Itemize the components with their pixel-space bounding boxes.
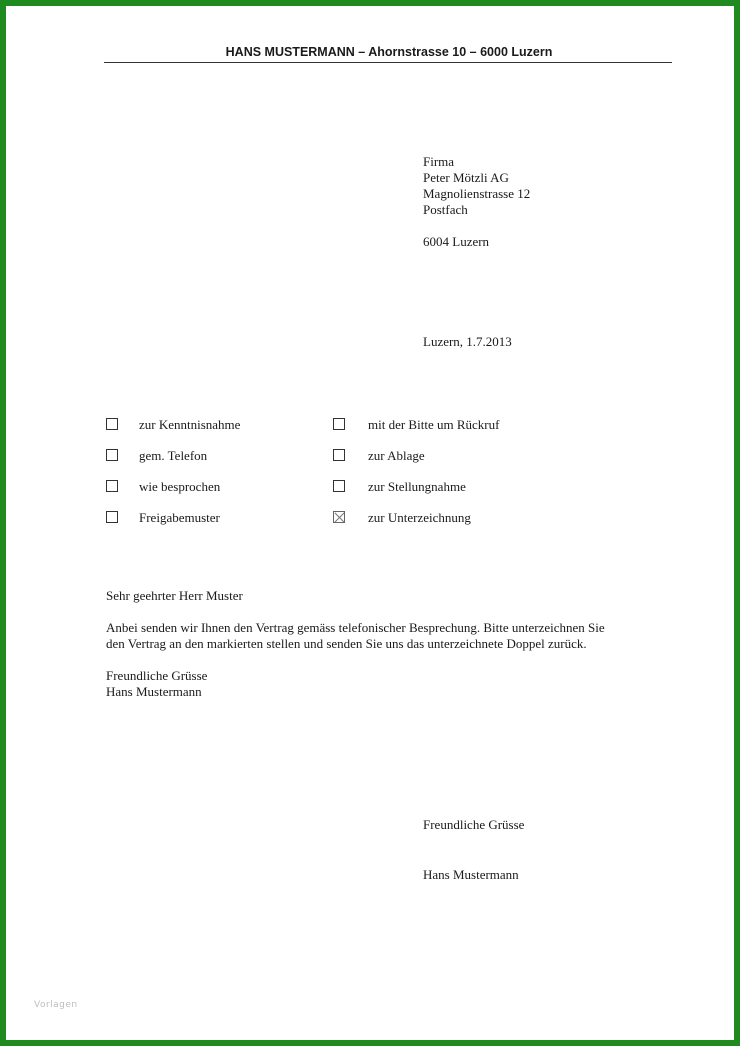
body-line-1: Anbei senden wir Ihnen den Vertrag gemäss telefonischer Besprechung. Bitte unterzeichnen Sie <box>106 620 605 635</box>
checkbox-checked[interactable] <box>333 511 345 523</box>
recipient-line-3: Magnolienstrasse 12 <box>423 186 531 201</box>
sender-address-line: HANS MUSTERMANN – Ahornstrasse 10 – 6000 Luzern <box>225 45 553 59</box>
closing-signer: Hans Mustermann <box>423 867 519 882</box>
recipient-line-5 <box>423 218 530 234</box>
recipient-line-6: 6004 Luzern <box>423 234 490 249</box>
checkbox-label: zur Kenntnisnahme <box>139 417 241 432</box>
checkbox-label: mit der Bitte um Rückruf <box>368 417 500 432</box>
body-line-2: den Vertrag an den markierten stellen und senden Sie uns das unterzeichnete Doppel zurück. <box>106 636 587 651</box>
header-rule <box>104 62 672 63</box>
body-greeting: Freundliche Grüsse <box>106 668 208 683</box>
recipient-line-4: Postfach <box>423 202 468 217</box>
salutation: Sehr geehrter Herr Muster <box>106 588 243 603</box>
checkbox-label: zur Stellungnahme <box>368 479 466 494</box>
checkbox[interactable] <box>106 449 118 461</box>
body-closing <box>106 668 676 700</box>
body-signer: Hans Mustermann <box>106 684 202 699</box>
checkbox-label: gem. Telefon <box>139 448 208 463</box>
watermark-text: Vorlagen <box>34 1000 78 1010</box>
body-paragraph <box>106 620 676 652</box>
checkbox-label: Freigabemuster <box>139 510 220 525</box>
checkbox[interactable] <box>333 418 345 430</box>
recipient-address <box>423 154 530 250</box>
letter-body <box>106 588 676 716</box>
closing-greeting: Freundliche Grüsse <box>423 817 525 832</box>
checkbox[interactable] <box>106 480 118 492</box>
checkbox-label: zur Ablage <box>368 448 425 463</box>
checkbox[interactable] <box>333 449 345 461</box>
letter-page <box>6 6 734 1040</box>
checkbox-label: zur Unterzeichnung <box>368 510 471 525</box>
recipient-line-1: Firma <box>423 154 455 169</box>
checkbox[interactable] <box>106 418 118 430</box>
checkbox-label: wie besprochen <box>139 479 221 494</box>
recipient-line-2: Peter Mötzli AG <box>423 170 509 185</box>
place-date: Luzern, 1.7.2013 <box>423 334 512 349</box>
checkbox[interactable] <box>106 511 118 523</box>
checkbox[interactable] <box>333 480 345 492</box>
